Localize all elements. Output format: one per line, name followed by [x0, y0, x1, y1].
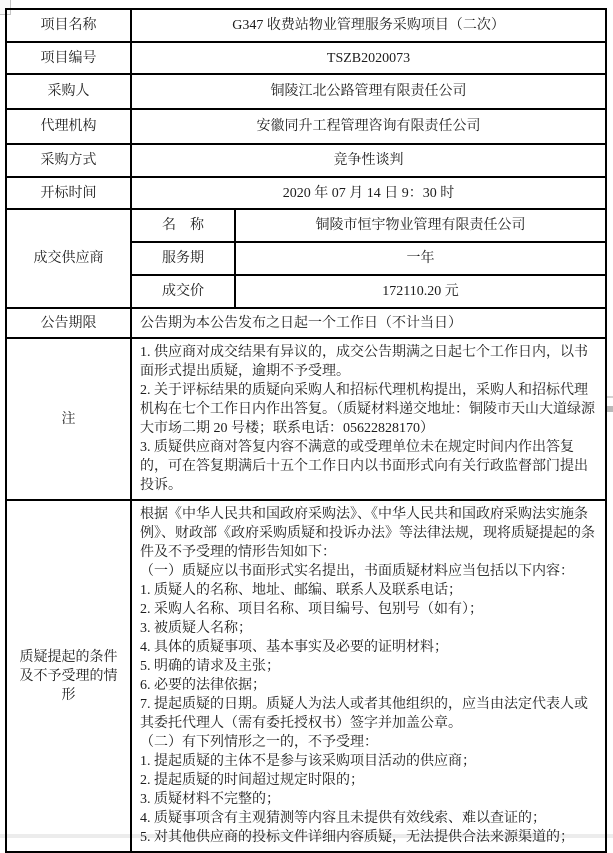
objection-paragraph: 5. 对其他供应商的投标文件详细内容质疑，无法提供合法来源渠道的；	[140, 830, 574, 845]
supplier-name-value: 铜陵市恒宇物业管理有限责任公司	[235, 209, 606, 242]
procurement-method-label: 采购方式	[6, 144, 131, 177]
procurement-method-value: 竞争性谈判	[131, 144, 606, 177]
objection-paragraph: 3. 质疑材料不完整的；	[140, 792, 280, 807]
row-note	[6, 338, 606, 500]
project-number-value: TSZB2020073	[131, 42, 606, 74]
row-bid-opening-time	[6, 177, 606, 209]
bid-opening-time-label: 开标时间	[6, 177, 131, 209]
row-project-number	[6, 42, 606, 74]
objection-paragraph: 3. 被质疑人名称；	[140, 621, 252, 636]
procurement-announcement-table	[5, 8, 607, 853]
row-announcement-period	[6, 308, 606, 338]
purchaser-label: 采购人	[6, 74, 131, 109]
purchaser-value: 铜陵江北公路管理有限责任公司	[131, 74, 606, 109]
note-label: 注	[6, 338, 131, 500]
deal-price-value: 172110.20 元	[235, 275, 606, 308]
row-objection-conditions	[6, 500, 606, 852]
objection-paragraph: 4. 质疑事项含有主观猜测等内容且未提供有效线索、难以查证的；	[140, 811, 546, 826]
deal-price-label: 成交价	[131, 275, 235, 308]
row-agency	[6, 109, 606, 144]
objection-paragraph: （二）有下列情形之一的，不予受理：	[140, 735, 378, 750]
objection-paragraph: 1. 提起质疑的主体不是参与该采购项目活动的供应商；	[140, 754, 476, 769]
note-paragraph: 1. 供应商对成交结果有异议的，成交公告期满之日起七个工作日内，以书面形式提出质疑，逾期不予受理。	[140, 345, 588, 379]
objection-paragraph: 根据《中华人民共和国政府采购法》、《中华人民共和国政府采购法实施条例》、财政部《政府采购质疑和投诉办法》等法律法规，现将质疑提起的条件及不予受理的情形告知如下：	[140, 507, 595, 560]
row-procurement-method	[6, 144, 606, 177]
service-period-label: 服务期	[131, 242, 235, 275]
objection-paragraph: 4. 具体的质疑事项、基本事实及必要的证明材料；	[140, 640, 448, 655]
note-paragraph: 3. 质疑供应商对答复内容不满意的或受理单位未在规定时间内作出答复的，可在答复期满后十五个工作日内以书面形式向有关行政监督部门提出投诉。	[140, 440, 588, 493]
objection-conditions-content	[131, 500, 606, 852]
announcement-period-value: 公告期为本公告发布之日起一个工作日（不计当日）	[131, 308, 606, 338]
project-name-label: 项目名称	[6, 9, 131, 42]
row-purchaser	[6, 74, 606, 109]
announcement-period-label: 公告期限	[6, 308, 131, 338]
project-number-label: 项目编号	[6, 42, 131, 74]
objection-paragraph: 7. 提起质疑的日期。质疑人为法人或者其他组织的，应当由法定代表人或其委托代理人（需有委托授权书）签字并加盖公章。	[140, 697, 588, 731]
project-name-value: G347 收费站物业管理服务采购项目（二次）	[131, 9, 606, 42]
objection-paragraph: 2. 采购人名称、项目名称、项目编号、包别号（如有）；	[140, 602, 483, 617]
note-paragraph: 2. 关于评标结果的质疑向采购人和招标代理机构提出，采购人和招标代理机构在七个工作日内作出答复。（质疑材料递交地址：铜陵市天山大道绿源大市场二期 20 号楼；联系电话：05622828170）	[140, 383, 595, 436]
scrollbar-fragment	[606, 396, 613, 398]
objection-conditions-label: 质疑提起的条件及不予受理的情形	[6, 500, 131, 852]
agency-value: 安徽同升工程管理咨询有限责任公司	[131, 109, 606, 144]
objection-paragraph: 6. 必要的法律依据；	[140, 678, 266, 693]
bid-opening-time-value: 2020 年 07 月 14 日 9：30 时	[131, 177, 606, 209]
note-content	[131, 338, 606, 500]
row-supplier-name	[6, 209, 606, 242]
objection-paragraph: 5. 明确的请求及主张；	[140, 659, 280, 674]
scrollbar-thumb-fragment	[607, 406, 613, 412]
row-project-name	[6, 9, 606, 42]
objection-paragraph: （一）质疑应以书面形式实名提出，书面质疑材料应当包括以下内容：	[140, 564, 574, 579]
service-period-value: 一年	[235, 242, 606, 275]
winning-supplier-label: 成交供应商	[6, 209, 131, 308]
objection-paragraph: 1. 质疑人的名称、地址、邮编、联系人及联系电话；	[140, 583, 462, 598]
objection-paragraph: 2. 提起质疑的时间超过规定时限的；	[140, 773, 364, 788]
agency-label: 代理机构	[6, 109, 131, 144]
supplier-name-label: 名 称	[131, 209, 235, 242]
